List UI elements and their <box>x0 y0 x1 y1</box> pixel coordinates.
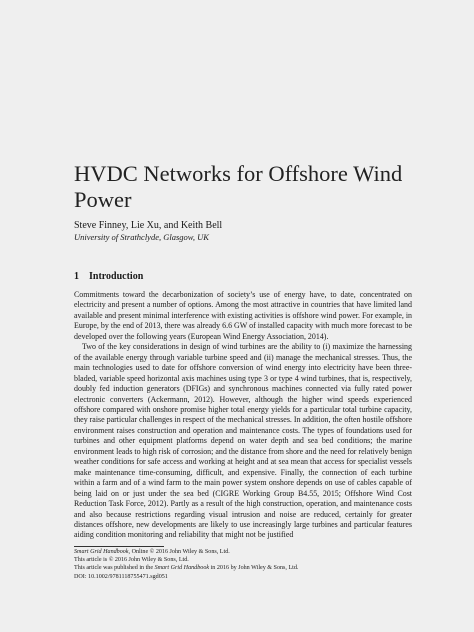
section-title: Introduction <box>89 271 144 282</box>
section-heading <box>74 271 143 283</box>
body-text <box>74 290 412 541</box>
footnote-line-2: This article is © 2016 John Wiley & Sons, Ltd. <box>74 557 189 564</box>
footnote-line-1: Smart Grid Handbook, Online © 2016 John Wiley & Sons, Ltd. <box>74 549 230 555</box>
footnote-rule <box>74 546 164 547</box>
paragraph-1: Commitments toward the decarbonization of society’s use of energy have, to date, concentrated on electricity and present a number of options. Among the most attractive in countries that have limited land available and present minimal interference with existing activities is offshore wind power. For example, in Europe, by the end of 2013, there was already 6.6 GW of installed capacity with much more forecast to be developed over the following years (European Wind Energy Association, 2014). <box>74 290 412 341</box>
footnote-line-3: This article was published in the Smart Grid Handbook in 2016 by John Wiley & Sons, Ltd. <box>74 565 299 572</box>
author-list: Steve Finney, Lie Xu, and Keith Bell <box>74 220 223 231</box>
article-title: HVDC Networks for Offshore Wind Power <box>74 161 403 213</box>
footnote-doi[interactable]: DOI: 10.1002/9781118755471.sgd051 <box>74 573 168 580</box>
paragraph-2: Two of the key considerations in design of wind turbines are the ability to (i) maximize the harnessing of the available energy through variable turbine speed and (ii) manage the mechanical stresses. Thus, the main technologies used to date for offshore conversion of wind energy into electricity have been three-bladed, variable speed horizontal axis machines using type 3 or type 4 wind turbines, that is, respectively, doubly fed induction generators (DFIGs) and synchronous machines connected via fully rated power electronic converters (Ackermann, 2012). However, although the higher wind speeds experienced offshore compared with onshore promise higher total energy yields for a particular total turbine capacity, they raise particular challenges in respect of the mechanical stresses. In addition, the often hostile offshore environment raises construction and operation and maintenance costs. The types of foundations used for turbines and other equipment platforms depend on water depth and sea bed conditions; the marine environment leads to high risk of corrosion; and the distance from shore and the need for relatively benign weather conditions for safe access and working at height and at sea mean that access for specialist vessels make maintenance time-consuming, difficult, and expensive. Finally, the connection of each turbine within a farm and of a wind farm to the main power system onshore depends on use of cables capable of being laid on or just under the sea bed (CIGRE Working Group B4.55, 2015; Offshore Wind Cost Reduction Task Force, 2012). Partly as a result of the high construction, operation, and maintenance costs and also because restrictions regarding visual intrusion and noise are reduced, certainly for greater distances offshore, new developments are likely to use increasingly large turbines and particular features aiding condition monitoring and reliability that might not be justified <box>74 342 412 540</box>
section-number: 1 <box>74 271 79 282</box>
footnote <box>74 548 412 581</box>
author-affiliation: University of Strathclyde, Glasgow, UK <box>74 232 209 242</box>
